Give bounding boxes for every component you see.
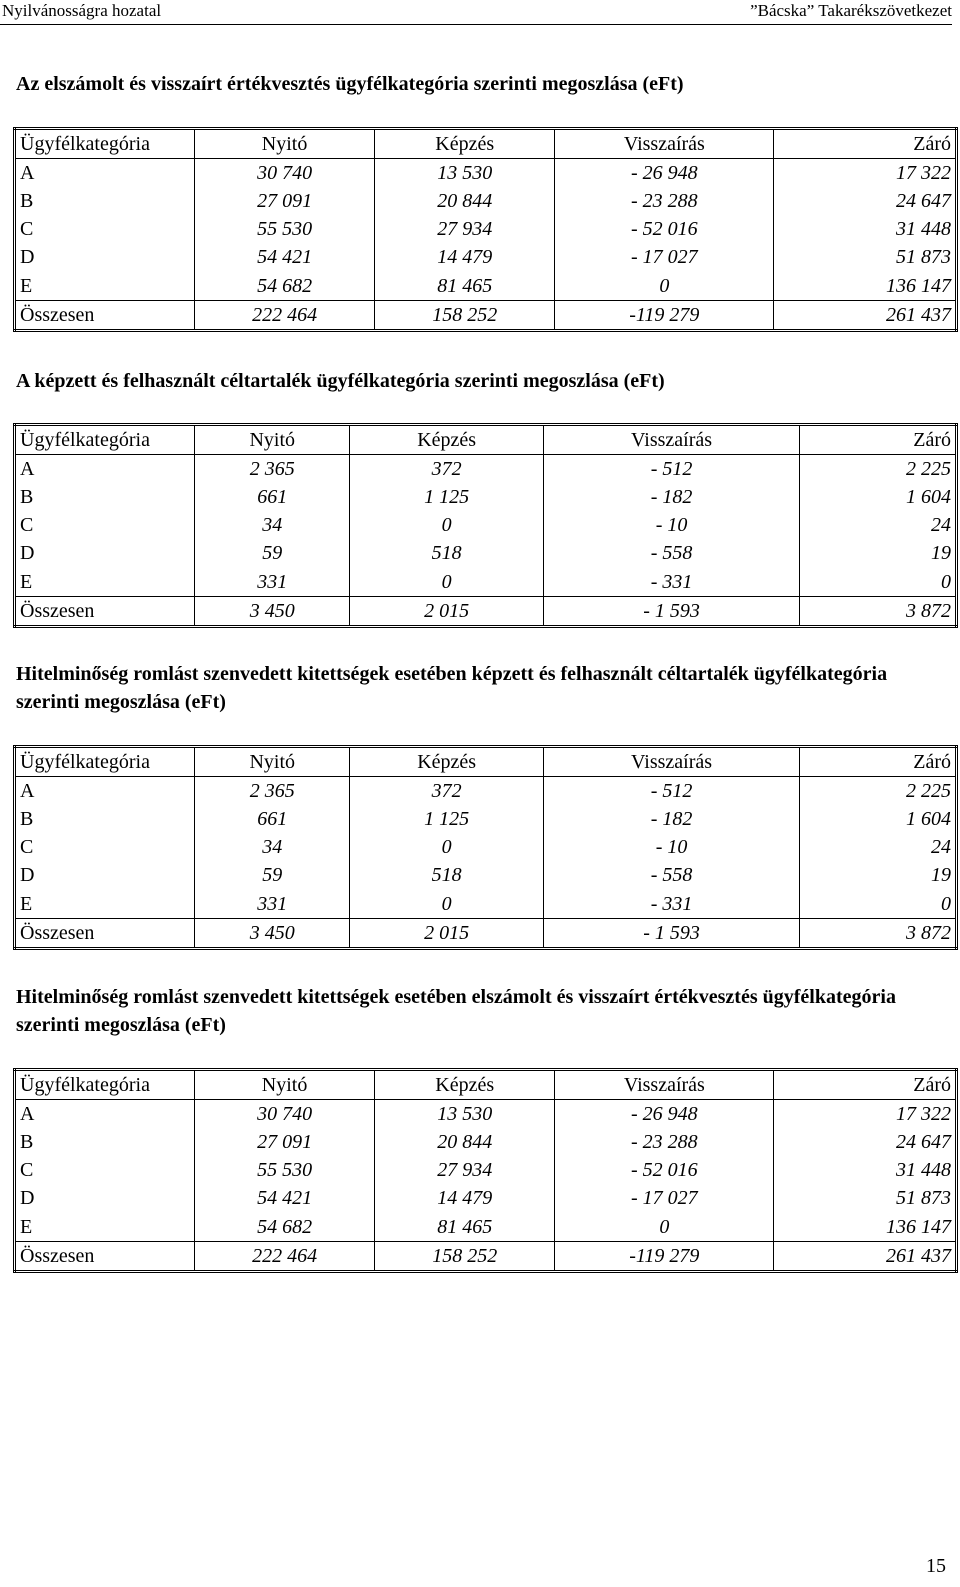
table-header-row: [15, 425, 957, 455]
category-cell: B: [15, 187, 195, 215]
table-row: [15, 455, 957, 484]
value-cell: 3 872: [800, 597, 957, 627]
section-3-title: Hitelminőség romlást szenvedett kitettségek esetében képzett és felhasznált céltartalék ügyfélkategória szerinti megoszlása (eFt): [16, 663, 888, 713]
value-cell: 158 252: [375, 301, 555, 331]
column-header-opening: Nyitó: [195, 425, 350, 455]
category-cell: Összesen: [15, 301, 195, 331]
table-row: [15, 272, 957, 301]
category-cell: D: [15, 244, 195, 272]
column-header-reversal: Visszaírás: [555, 1070, 774, 1100]
value-cell: 20 844: [375, 187, 555, 215]
value-cell: 331: [195, 890, 350, 919]
category-cell: C: [15, 216, 195, 244]
column-header-opening: Nyitó: [195, 747, 350, 777]
value-cell: 24 647: [896, 1130, 951, 1153]
value-cell: 1 125: [350, 805, 543, 833]
column-header-reversal: Visszaírás: [543, 425, 799, 455]
value-cell: 261 437: [774, 301, 957, 331]
value-cell: - 1 593: [543, 597, 799, 627]
value-cell: 34: [195, 834, 350, 862]
value-cell: - 17 027: [555, 1185, 774, 1213]
category-cell: Összesen: [15, 1242, 195, 1272]
category-cell: C: [15, 512, 195, 540]
table-row: [15, 216, 957, 244]
value-cell: - 331: [543, 890, 799, 919]
value-cell: 31 448: [896, 218, 951, 241]
table-row: [15, 159, 957, 188]
value-cell: 81 465: [375, 1213, 555, 1242]
section-4-title: Hitelminőség romlást szenvedett kitettségek esetében elszámolt és visszaírt értékvesztés ügyfélkategória szerinti megoszlása (eFt): [16, 986, 896, 1036]
value-cell: 54 682: [195, 1213, 375, 1242]
value-cell: 661: [195, 483, 350, 511]
value-cell: - 17 027: [555, 244, 774, 272]
value-cell: 30 740: [195, 1100, 375, 1129]
value-cell: 136 147: [886, 1215, 951, 1238]
value-cell: 55 530: [195, 216, 375, 244]
value-cell: 27 091: [195, 1128, 375, 1156]
category-cell: D: [15, 862, 195, 890]
value-cell: 372: [350, 455, 543, 484]
value-cell: - 10: [543, 512, 799, 540]
value-cell: - 10: [543, 834, 799, 862]
value-cell: 17 322: [896, 161, 951, 184]
value-cell: 0: [941, 892, 951, 915]
value-cell: 19: [931, 542, 951, 565]
value-cell: 20 844: [375, 1128, 555, 1156]
table-row: [15, 512, 957, 540]
category-cell: D: [15, 540, 195, 568]
value-cell: 0: [941, 570, 951, 593]
value-cell: 27 934: [375, 216, 555, 244]
category-cell: A: [15, 1100, 195, 1129]
value-cell: 136 147: [886, 274, 951, 297]
section-1-title: Az elszámolt és visszaírt értékvesztés ügyfélkategória szerinti megoszlása (eFt): [16, 73, 684, 95]
value-cell: 0: [555, 1213, 774, 1242]
column-header-formation: Képzés: [350, 425, 543, 455]
value-cell: 27 934: [375, 1157, 555, 1185]
category-cell: B: [15, 483, 195, 511]
value-cell: 24: [931, 514, 951, 537]
table-row: [15, 805, 957, 833]
value-cell: 54 421: [195, 244, 375, 272]
value-cell: 14 479: [375, 1185, 555, 1213]
value-cell: 2 225: [906, 779, 951, 802]
value-cell: 0: [350, 568, 543, 597]
category-cell: B: [15, 1128, 195, 1156]
table-row: [15, 568, 957, 597]
value-cell: 1 604: [906, 807, 951, 830]
category-cell: Összesen: [15, 597, 195, 627]
value-cell: 2 365: [195, 777, 350, 806]
column-header-category: Ügyfélkategória: [15, 425, 195, 455]
value-cell: 0: [350, 834, 543, 862]
value-cell: 1 125: [350, 483, 543, 511]
value-cell: 2 365: [195, 455, 350, 484]
column-header-opening: Nyitó: [195, 1070, 375, 1100]
total-row: [15, 919, 957, 949]
category-cell: A: [15, 777, 195, 806]
table-row: [15, 244, 957, 272]
table-row: [15, 890, 957, 919]
value-cell: 55 530: [195, 1157, 375, 1185]
value-cell: 13 530: [375, 159, 555, 188]
value-cell: 2 015: [350, 919, 543, 949]
table-row: [15, 483, 957, 511]
category-cell: C: [15, 834, 195, 862]
value-cell: 54 682: [195, 272, 375, 301]
value-cell: 34: [195, 512, 350, 540]
column-header-closing: Záró: [800, 747, 957, 777]
column-header-closing: Záró: [774, 1070, 957, 1100]
table-row: [15, 540, 957, 568]
value-cell: 24 647: [896, 189, 951, 212]
category-cell: E: [15, 568, 195, 597]
value-cell: - 182: [543, 805, 799, 833]
value-cell: 661: [195, 805, 350, 833]
value-cell: 222 464: [195, 1242, 375, 1272]
category-cell: E: [15, 890, 195, 919]
value-cell: -119 279: [555, 1242, 774, 1272]
value-cell: 59: [195, 862, 350, 890]
table-row: [15, 834, 957, 862]
category-cell: A: [15, 455, 195, 484]
value-cell: 31 448: [896, 1159, 951, 1182]
value-cell: 3 450: [195, 919, 350, 949]
value-cell: - 331: [543, 568, 799, 597]
column-header-reversal: Visszaírás: [555, 129, 774, 159]
value-cell: - 26 948: [555, 159, 774, 188]
value-cell: 19: [931, 864, 951, 887]
table-row: [15, 1157, 957, 1185]
column-header-formation: Képzés: [350, 747, 543, 777]
column-header-formation: Képzés: [375, 129, 555, 159]
table-row: [15, 1185, 957, 1213]
column-header-category: Ügyfélkategória: [15, 747, 195, 777]
value-cell: - 558: [543, 862, 799, 890]
value-cell: 3 450: [195, 597, 350, 627]
category-cell: D: [15, 1185, 195, 1213]
value-cell: 2 225: [906, 457, 951, 480]
total-row: [15, 597, 957, 627]
table-row: [15, 1213, 957, 1242]
category-cell: C: [15, 1157, 195, 1185]
section-2-title: A képzett és felhasznált céltartalék ügyfélkategória szerinti megoszlása (eFt): [16, 370, 665, 392]
value-cell: 59: [195, 540, 350, 568]
value-cell: 30 740: [195, 159, 375, 188]
table-row: [15, 777, 957, 806]
value-cell: - 512: [543, 455, 799, 484]
category-cell: B: [15, 805, 195, 833]
value-cell: - 23 288: [555, 1128, 774, 1156]
value-cell: - 52 016: [555, 216, 774, 244]
header-rule: [0, 24, 952, 25]
page-number: 15: [926, 1555, 946, 1577]
value-cell: 24: [931, 836, 951, 859]
value-cell: 17 322: [896, 1102, 951, 1125]
value-cell: 158 252: [375, 1242, 555, 1272]
value-cell: 1 604: [906, 485, 951, 508]
column-header-closing: Záró: [774, 129, 957, 159]
section-2-table: [13, 423, 958, 628]
total-row: [15, 1242, 957, 1272]
total-row: [15, 301, 957, 331]
value-cell: 518: [350, 862, 543, 890]
section-4-table: [13, 1068, 958, 1273]
column-header-reversal: Visszaírás: [543, 747, 799, 777]
section-1-table: [13, 127, 958, 332]
table-header-row: [15, 1070, 957, 1100]
section-3-table: [13, 745, 958, 950]
value-cell: - 26 948: [555, 1100, 774, 1129]
category-cell: E: [15, 1213, 195, 1242]
value-cell: 518: [350, 540, 543, 568]
value-cell: 0: [350, 890, 543, 919]
value-cell: 13 530: [375, 1100, 555, 1129]
value-cell: 54 421: [195, 1185, 375, 1213]
value-cell: -119 279: [555, 301, 774, 331]
category-cell: A: [15, 159, 195, 188]
value-cell: 372: [350, 777, 543, 806]
table-row: [15, 862, 957, 890]
header-left: Nyilvánosságra hozatal: [2, 1, 162, 20]
value-cell: - 558: [543, 540, 799, 568]
value-cell: 2 015: [350, 597, 543, 627]
value-cell: 3 872: [800, 919, 957, 949]
value-cell: 51 873: [896, 246, 951, 269]
table-row: [15, 1100, 957, 1129]
category-cell: Összesen: [15, 919, 195, 949]
value-cell: 51 873: [896, 1187, 951, 1210]
table-header-row: [15, 747, 957, 777]
value-cell: 0: [350, 512, 543, 540]
value-cell: - 512: [543, 777, 799, 806]
header-right: ”Bácska” Takarékszövetkezet: [750, 1, 952, 20]
value-cell: 0: [555, 272, 774, 301]
value-cell: 222 464: [195, 301, 375, 331]
value-cell: - 1 593: [543, 919, 799, 949]
value-cell: 14 479: [375, 244, 555, 272]
table-row: [15, 187, 957, 215]
value-cell: 261 437: [774, 1242, 957, 1272]
value-cell: - 23 288: [555, 187, 774, 215]
column-header-opening: Nyitó: [195, 129, 375, 159]
column-header-category: Ügyfélkategória: [15, 129, 195, 159]
table-header-row: [15, 129, 957, 159]
column-header-closing: Záró: [800, 425, 957, 455]
category-cell: E: [15, 272, 195, 301]
table-row: [15, 1128, 957, 1156]
value-cell: - 182: [543, 483, 799, 511]
value-cell: 81 465: [375, 272, 555, 301]
value-cell: 331: [195, 568, 350, 597]
value-cell: 27 091: [195, 187, 375, 215]
column-header-formation: Képzés: [375, 1070, 555, 1100]
value-cell: - 52 016: [555, 1157, 774, 1185]
column-header-category: Ügyfélkategória: [15, 1070, 195, 1100]
